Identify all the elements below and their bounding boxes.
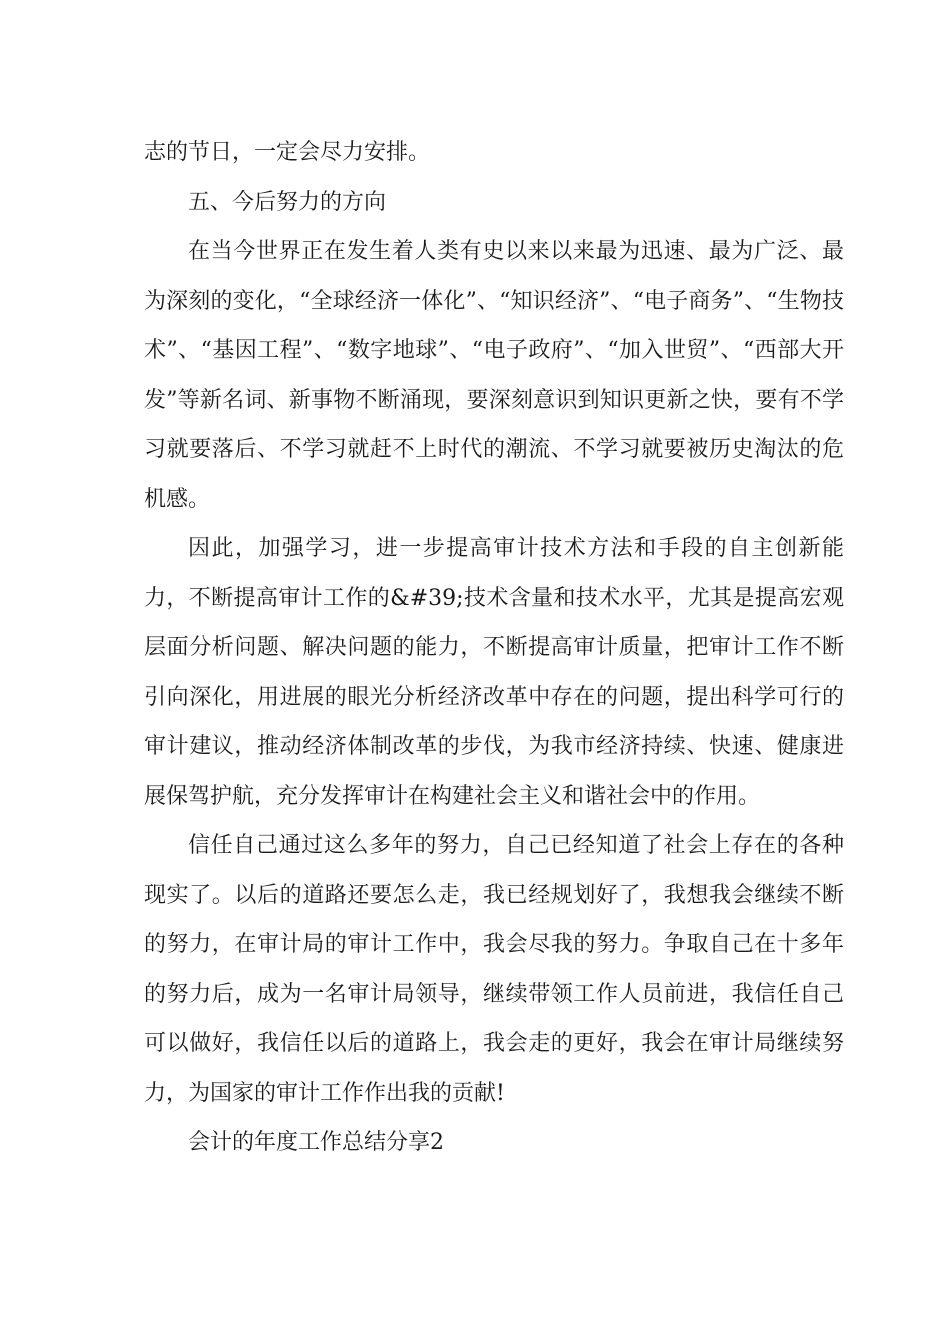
- next-article-title: 会计的年度工作总结分享2: [188, 1130, 444, 1155]
- paragraph-continuation: 志的节日，一定会尽力安排。: [144, 140, 431, 165]
- paragraph-strengthen-learning: 因此，加强学习，进一步提高审计技术方法和手段的自主创新能力，不断提高审计工作的&#39;技术含量和技术水平，尤其是提高宏观层面分析问题、解决问题的能力，不断提高审计质量，把审计工作不断引向深化，用进展的眼光分析经济改革中存在的问题，提出科学可行的审计建议，推动经济体制改革的步伐，为我市经济持续、快速、健康进展保驾护航，充分发挥审计在构建社会主义和谐社会中的作用。: [144, 536, 844, 809]
- section-heading: 五、今后努力的方向: [188, 189, 387, 215]
- document-body: [144, 128, 844, 1168]
- paragraph-future-plans: 信任自己通过这么多年的努力，自己已经知道了社会上存在的各种现实了。以后的道路还要怎么走，我已经规划好了，我想我会继续不断的努力，在审计局的审计工作中，我会尽我的努力。争取自己在十多年的努力后，成为一名审计局领导，继续带领工作人员前进，我信任自己可以做好，我信任以后的道路上，我会走的更好，我会在审计局继续努力，为国家的审计工作作出我的贡献!: [144, 833, 844, 1106]
- paragraph-world-changes: 在当今世界正在发生着人类有史以来以来最为迅速、最为广泛、最为深刻的变化，“全球经济一体化”、“知识经济”、“电子商务”、“生物技术”、“基因工程”、“数字地球”、“电子政府”、“加入世贸”、“西部大开发”等新名词、新事物不断涌现，要深刻意识到知识更新之快，要有不学习就要落后、不学习就赶不上时代的潮流、不学习就要被历史淘汰的危机感。: [144, 239, 844, 512]
